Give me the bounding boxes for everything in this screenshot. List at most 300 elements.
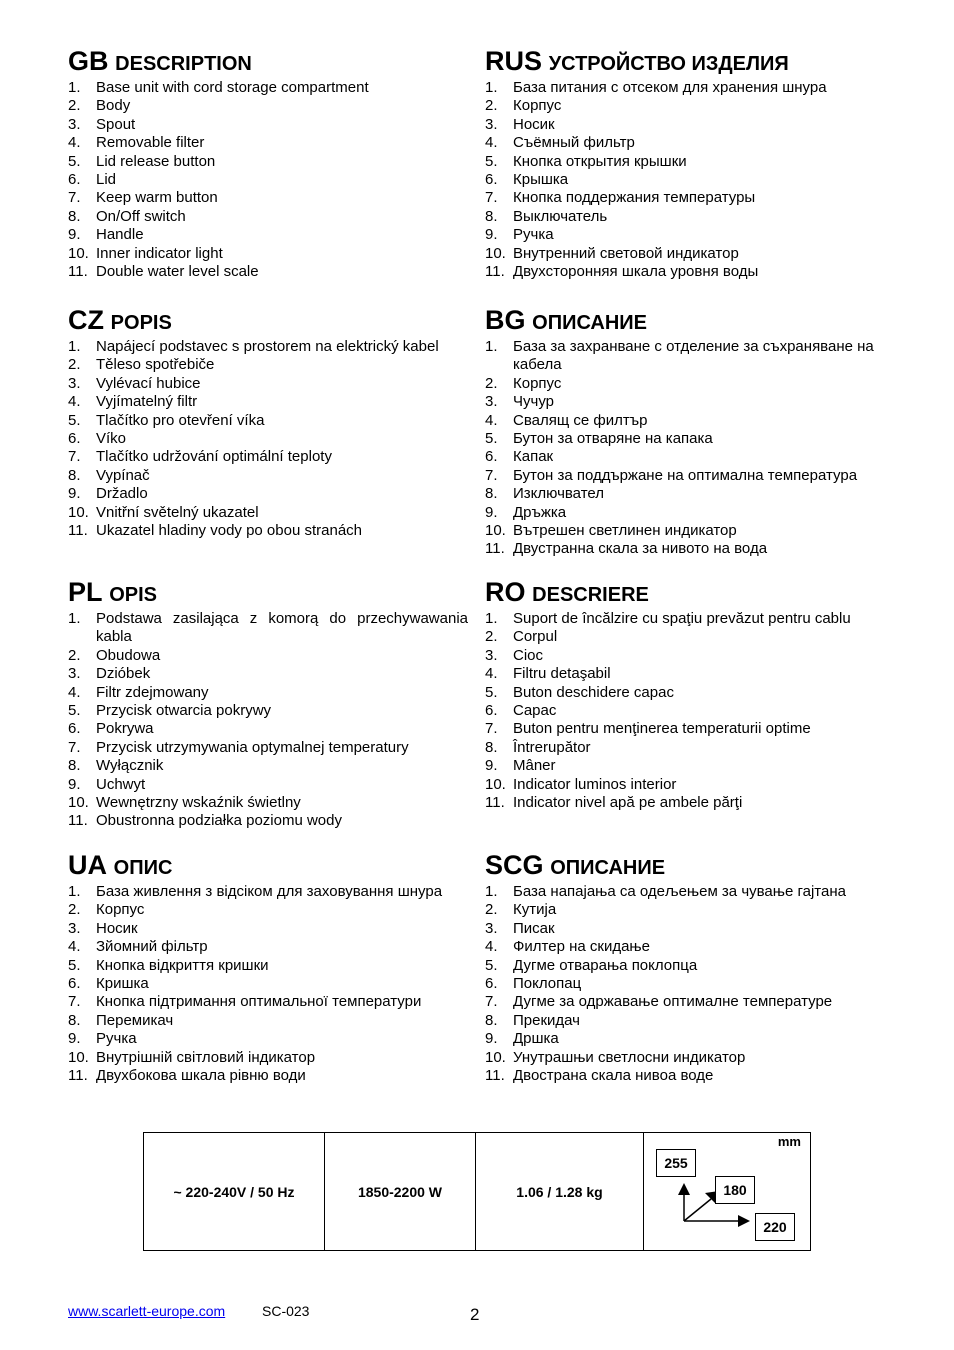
item-text: Body xyxy=(96,97,131,115)
item-number: 2. xyxy=(485,901,498,919)
list-item xyxy=(68,794,468,812)
item-text: Носик xyxy=(96,919,138,937)
item-number: 8. xyxy=(485,1011,498,1029)
list-item xyxy=(485,375,885,393)
list-item xyxy=(485,245,885,263)
item-number: 6. xyxy=(485,448,498,466)
item-number: 3. xyxy=(485,919,498,937)
item-number: 11. xyxy=(485,263,505,281)
list-item xyxy=(485,467,885,485)
item-number: 9. xyxy=(485,503,498,521)
section-heading xyxy=(485,43,885,79)
list-item xyxy=(485,1067,885,1085)
item-text: База за захранване с отделение за съхраняване на кабела xyxy=(513,338,874,374)
section-scg xyxy=(485,847,885,1085)
list-item xyxy=(68,993,468,1011)
parts-list xyxy=(485,79,885,281)
parts-list xyxy=(68,338,468,540)
item-text: Вътрешен светлинен индикатор xyxy=(513,522,737,540)
item-number: 1. xyxy=(485,79,498,96)
item-number: 2. xyxy=(68,646,81,664)
item-number: 9. xyxy=(485,226,498,244)
parts-list xyxy=(485,338,885,559)
item-number: 2. xyxy=(485,374,498,392)
item-number: 11. xyxy=(68,263,88,281)
item-text: Tlačítko udržování optimální teploty xyxy=(96,448,332,466)
item-number: 10. xyxy=(485,775,506,793)
list-item xyxy=(68,776,468,794)
item-number: 3. xyxy=(68,374,81,392)
section-heading xyxy=(485,302,885,338)
item-text: Писак xyxy=(513,919,555,937)
item-number: 8. xyxy=(68,757,81,775)
item-number: 5. xyxy=(68,152,81,170)
item-text: Filtru detaşabil xyxy=(513,665,611,683)
list-item xyxy=(485,628,885,646)
section-ua xyxy=(68,847,468,1085)
list-item xyxy=(485,720,885,738)
list-item xyxy=(68,171,468,189)
item-text: Wyłącznik xyxy=(96,757,164,775)
section-title: POPIS xyxy=(110,312,172,334)
section-bg xyxy=(485,302,885,559)
item-text: Филтер на скидање xyxy=(513,938,650,956)
item-number: 1. xyxy=(68,79,81,96)
item-number: 6. xyxy=(485,975,498,993)
item-text: Vypínač xyxy=(96,466,150,484)
item-number: 11. xyxy=(68,1067,88,1085)
item-text: Дршка xyxy=(513,1030,559,1048)
section-title: ОПИС xyxy=(113,857,173,879)
item-number: 5. xyxy=(68,702,81,720)
item-number: 4. xyxy=(68,683,81,701)
item-text: Corpul xyxy=(513,628,558,646)
item-text: Дугме за одржавање оптималне температуре xyxy=(513,993,833,1011)
list-item xyxy=(68,901,468,919)
item-text: Зйомний фільтр xyxy=(96,938,208,956)
item-text: Napájecí podstavec s prostorem na elektrický kabel xyxy=(96,338,439,355)
list-item xyxy=(68,263,468,281)
section-title: DESCRIPTION xyxy=(115,53,252,75)
list-item xyxy=(485,1030,885,1048)
list-item xyxy=(485,702,885,720)
item-text: Przycisk otwarcia pokrywy xyxy=(96,702,272,720)
list-item xyxy=(68,1012,468,1030)
item-text: Base unit with cord storage compartment xyxy=(96,79,369,96)
item-number: 6. xyxy=(68,430,81,448)
list-item xyxy=(68,647,468,665)
item-number: 7. xyxy=(68,448,81,466)
list-item xyxy=(68,702,468,720)
item-text: Двухбокова шкала рівню води xyxy=(96,1067,306,1085)
item-text: Pokrywa xyxy=(96,720,154,738)
item-number: 4. xyxy=(68,938,81,956)
item-text: Suport de încălzire cu spaţiu prevăzut pentru cablu xyxy=(513,610,851,627)
item-number: 4. xyxy=(485,134,498,152)
item-number: 11. xyxy=(68,522,88,540)
item-number: 7. xyxy=(485,189,498,207)
list-item xyxy=(68,189,468,207)
item-text: On/Off switch xyxy=(96,207,186,225)
item-text: Vyjímatelný filtr xyxy=(96,393,198,411)
item-text: Tlačítko pro otevření víka xyxy=(96,411,265,429)
item-number: 7. xyxy=(485,993,498,1011)
section-heading xyxy=(68,43,468,79)
item-number: 2. xyxy=(485,97,498,115)
list-item xyxy=(68,883,468,901)
language-code: SCG xyxy=(485,850,544,880)
list-item xyxy=(485,189,885,207)
item-text: Унутрашњи светлосни индикатор xyxy=(513,1048,746,1066)
item-number: 5. xyxy=(68,956,81,974)
item-number: 2. xyxy=(68,97,81,115)
item-number: 5. xyxy=(485,152,498,170)
item-text: База питания с отсеком для хранения шнура xyxy=(513,79,827,96)
list-item xyxy=(485,263,885,281)
language-code: UA xyxy=(68,850,107,880)
item-text: Vnitřní světelný ukazatel xyxy=(96,503,259,521)
item-text: Wewnętrzny wskaźnik świetlny xyxy=(96,794,301,812)
item-number: 11. xyxy=(485,794,505,812)
item-number: 7. xyxy=(68,189,81,207)
item-text: Przycisk utrzymywania optymalnej temperatury xyxy=(96,738,409,756)
item-text: Ручка xyxy=(96,1030,137,1048)
item-text: Mâner xyxy=(513,757,556,775)
list-item xyxy=(485,171,885,189)
list-item xyxy=(485,226,885,244)
list-item xyxy=(485,757,885,775)
language-code: CZ xyxy=(68,305,104,335)
list-item xyxy=(68,757,468,775)
item-number: 6. xyxy=(68,975,81,993)
list-item xyxy=(485,1012,885,1030)
item-text: Внутрішній світловий індикатор xyxy=(96,1048,316,1066)
item-text: Lid xyxy=(96,171,117,189)
item-text: Indicator luminos interior xyxy=(513,775,677,793)
list-item xyxy=(68,467,468,485)
item-text: Корпус xyxy=(513,97,562,115)
item-number: 9. xyxy=(485,1030,498,1048)
list-item xyxy=(68,938,468,956)
list-item xyxy=(485,430,885,448)
item-number: 10. xyxy=(485,1048,506,1066)
item-text: Кнопка підтримання оптимальної температури xyxy=(96,993,422,1011)
item-text: Întrerupător xyxy=(513,738,591,756)
item-number: 4. xyxy=(68,134,81,152)
dimension-height: 255 xyxy=(656,1149,696,1177)
list-item xyxy=(485,938,885,956)
item-text: Keep warm button xyxy=(96,189,218,207)
item-number: 1. xyxy=(485,338,498,355)
list-item xyxy=(68,739,468,757)
item-number: 8. xyxy=(68,207,81,225)
section-title: DESCRIERE xyxy=(532,584,649,606)
item-text: Прекидач xyxy=(513,1011,580,1029)
item-text: Кнопка поддержания температуры xyxy=(513,189,756,207)
item-number: 10. xyxy=(68,1048,89,1066)
section-heading xyxy=(485,847,885,883)
list-item xyxy=(485,957,885,975)
list-item xyxy=(485,448,885,466)
item-text: Handle xyxy=(96,226,144,244)
list-item xyxy=(68,375,468,393)
item-text: Indicator nivel apă pe ambele părţi xyxy=(513,794,743,812)
item-text: Носик xyxy=(513,115,555,133)
parts-list xyxy=(485,610,885,812)
item-number: 9. xyxy=(68,226,81,244)
list-item xyxy=(68,134,468,152)
section-pl xyxy=(68,574,468,831)
item-number: 3. xyxy=(485,393,498,411)
item-number: 8. xyxy=(485,485,498,503)
item-number: 8. xyxy=(68,1011,81,1029)
item-text: Dzióbek xyxy=(96,665,151,683)
item-number: 5. xyxy=(485,956,498,974)
list-item xyxy=(68,1049,468,1067)
item-number: 3. xyxy=(68,919,81,937)
item-number: 10. xyxy=(68,503,89,521)
item-text: Кутија xyxy=(513,901,557,919)
item-text: Свалящ се филтър xyxy=(513,411,648,429)
item-text: База живлення з відсіком для заховування шнура xyxy=(96,883,443,900)
item-text: Podstawa zasilająca z komorą do przechywawania kabla xyxy=(96,610,468,646)
list-item xyxy=(68,430,468,448)
list-item xyxy=(68,79,468,97)
section-ro xyxy=(485,574,885,812)
item-number: 11. xyxy=(68,812,88,830)
item-text: Cioc xyxy=(513,646,544,664)
item-text: Чучур xyxy=(513,393,554,411)
list-item xyxy=(485,134,885,152)
list-item xyxy=(68,356,468,374)
item-number: 6. xyxy=(485,171,498,189)
list-item xyxy=(485,116,885,134)
parts-list xyxy=(68,610,468,831)
list-item xyxy=(68,1067,468,1085)
item-text: Внутренний световой индикатор xyxy=(513,244,739,262)
item-text: Vylévací hubice xyxy=(96,374,201,392)
section-heading xyxy=(68,574,468,610)
item-text: Двострана скала нивоа воде xyxy=(513,1067,714,1085)
section-rus xyxy=(485,43,885,281)
item-number: 3. xyxy=(485,115,498,133)
item-text: Кришка xyxy=(96,975,149,993)
item-number: 5. xyxy=(485,683,498,701)
list-item xyxy=(485,522,885,540)
list-item xyxy=(68,116,468,134)
list-item xyxy=(485,338,885,375)
item-text: Double water level scale xyxy=(96,263,259,281)
parts-list xyxy=(68,883,468,1085)
item-text: Víko xyxy=(96,430,127,448)
item-number: 8. xyxy=(68,466,81,484)
item-text: Lid release button xyxy=(96,152,216,170)
list-item xyxy=(485,153,885,171)
list-item xyxy=(68,665,468,683)
item-number: 1. xyxy=(68,883,81,900)
list-item xyxy=(68,957,468,975)
list-item xyxy=(68,485,468,503)
item-text: Дугме отварања поклопца xyxy=(513,956,698,974)
list-item xyxy=(485,665,885,683)
item-number: 7. xyxy=(68,993,81,1011)
item-text: Корпус xyxy=(513,374,562,392)
list-item xyxy=(485,739,885,757)
item-number: 1. xyxy=(68,610,81,627)
list-item xyxy=(68,610,468,647)
list-item xyxy=(485,97,885,115)
item-text: Дръжка xyxy=(513,503,567,521)
list-item xyxy=(485,901,885,919)
list-item xyxy=(68,338,468,356)
list-item xyxy=(485,610,885,628)
language-code: RUS xyxy=(485,46,543,76)
item-text: Перемикач xyxy=(96,1011,174,1029)
list-item xyxy=(485,393,885,411)
item-number: 6. xyxy=(485,702,498,720)
list-item xyxy=(485,920,885,938)
item-number: 10. xyxy=(68,794,89,812)
list-item xyxy=(68,920,468,938)
item-number: 8. xyxy=(485,207,498,225)
item-number: 1. xyxy=(68,338,81,355)
website-link[interactable]: www.scarlett-europe.com xyxy=(68,1303,226,1319)
model-number: SC-023 xyxy=(262,1303,310,1319)
item-number: 5. xyxy=(485,430,498,448)
item-number: 9. xyxy=(68,775,81,793)
list-item xyxy=(485,485,885,503)
list-item xyxy=(485,412,885,430)
item-text: Бутон за поддържане на оптимална температура xyxy=(513,466,858,484)
list-item xyxy=(68,684,468,702)
item-text: База напајања са одељењем за чување гајтана xyxy=(513,883,846,900)
spec-dimensions xyxy=(644,1133,811,1251)
section-heading xyxy=(485,574,885,610)
section-heading xyxy=(68,847,468,883)
list-item xyxy=(68,393,468,411)
item-text: Buton deschidere capac xyxy=(513,683,674,701)
item-text: Поклопац xyxy=(513,975,582,993)
section-title: ОПИСАНИЕ xyxy=(550,857,666,879)
list-item xyxy=(485,540,885,558)
list-item xyxy=(485,794,885,812)
list-item xyxy=(485,684,885,702)
section-title: УСТРОЙСТВО ИЗДЕЛИЯ xyxy=(548,53,789,75)
item-text: Spout xyxy=(96,115,136,133)
list-item xyxy=(68,1030,468,1048)
item-text: Removable filter xyxy=(96,134,205,152)
list-item xyxy=(68,448,468,466)
item-number: 11. xyxy=(485,1067,505,1085)
list-item xyxy=(485,647,885,665)
item-number: 6. xyxy=(68,720,81,738)
item-number: 8. xyxy=(485,738,498,756)
item-text: Těleso spotřebiče xyxy=(96,356,215,374)
item-text: Uchwyt xyxy=(96,775,146,793)
item-text: Inner indicator light xyxy=(96,244,223,262)
list-item xyxy=(68,975,468,993)
list-item xyxy=(485,776,885,794)
item-number: 3. xyxy=(485,646,498,664)
spec-table xyxy=(143,1132,811,1251)
item-number: 11. xyxy=(485,540,505,558)
item-number: 10. xyxy=(485,244,506,262)
item-text: Capac xyxy=(513,702,557,720)
parts-list xyxy=(68,79,468,281)
item-number: 9. xyxy=(68,485,81,503)
item-text: Кнопка открытия крышки xyxy=(513,152,687,170)
item-number: 3. xyxy=(68,665,81,683)
list-item xyxy=(68,153,468,171)
list-item xyxy=(485,1049,885,1067)
spec-voltage: ~ 220-240V / 50 Hz xyxy=(144,1133,325,1251)
item-text: Ручка xyxy=(513,226,554,244)
item-number: 2. xyxy=(68,356,81,374)
list-item xyxy=(68,504,468,522)
section-title: ОПИСАНИЕ xyxy=(532,312,648,334)
item-text: Капак xyxy=(513,448,554,466)
section-title: OPIS xyxy=(109,584,157,606)
item-text: Ukazatel hladiny vody po obou stranách xyxy=(96,522,363,540)
section-gb xyxy=(68,43,468,281)
language-code: RO xyxy=(485,577,526,607)
list-item xyxy=(485,208,885,226)
list-item xyxy=(485,883,885,901)
list-item xyxy=(485,504,885,522)
item-number: 7. xyxy=(68,738,81,756)
item-number: 7. xyxy=(485,466,498,484)
item-number: 9. xyxy=(68,1030,81,1048)
list-item xyxy=(68,812,468,830)
item-text: Filtr zdejmowany xyxy=(96,683,209,701)
item-number: 4. xyxy=(485,411,498,429)
list-item xyxy=(68,720,468,738)
dimension-width: 220 xyxy=(755,1213,795,1241)
item-number: 2. xyxy=(68,901,81,919)
list-item xyxy=(485,975,885,993)
item-number: 4. xyxy=(485,938,498,956)
item-number: 10. xyxy=(485,522,506,540)
item-number: 1. xyxy=(485,610,498,627)
list-item xyxy=(68,522,468,540)
dimension-unit: mm xyxy=(777,1134,801,1149)
item-number: 10. xyxy=(68,244,89,262)
section-heading xyxy=(68,302,468,338)
item-text: Držadlo xyxy=(96,485,148,503)
list-item xyxy=(68,97,468,115)
item-text: Корпус xyxy=(96,901,145,919)
item-number: 9. xyxy=(485,757,498,775)
spec-weight: 1.06 / 1.28 kg xyxy=(476,1133,644,1251)
list-item xyxy=(68,226,468,244)
language-code: PL xyxy=(68,577,103,607)
list-item xyxy=(485,79,885,97)
parts-list xyxy=(485,883,885,1085)
item-text: Obudowa xyxy=(96,646,161,664)
dimension-depth: 180 xyxy=(715,1176,755,1204)
item-number: 7. xyxy=(485,720,498,738)
list-item xyxy=(68,245,468,263)
item-text: Выключатель xyxy=(513,207,608,225)
item-text: Obustronna podziałka poziomu wody xyxy=(96,812,342,830)
list-item xyxy=(485,993,885,1011)
item-text: Buton pentru menţinerea temperaturii optime xyxy=(513,720,811,738)
item-text: Двухсторонняя шкала уровня воды xyxy=(513,263,759,281)
item-text: Двустранна скала за нивото на вода xyxy=(513,540,768,558)
list-item xyxy=(68,412,468,430)
item-number: 1. xyxy=(485,883,498,900)
item-number: 2. xyxy=(485,628,498,646)
